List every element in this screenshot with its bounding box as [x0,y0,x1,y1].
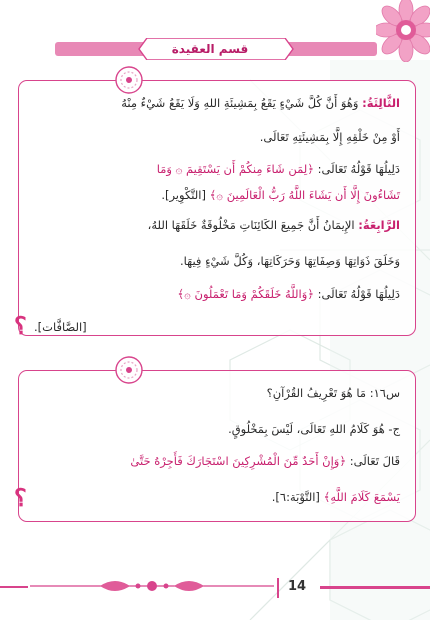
question-mark-icon: ؟ [14,311,27,340]
section-title: قسم العقيدة [171,42,249,56]
proof-3-lead: قَالَ تَعَالَى: [346,454,400,468]
proof-3-ref: [التَّوْبَة:٦]. [271,490,324,504]
answer-text: ج- هُوَ كَلَامُ اللهِ تَعَالَى، لَيْسَ بِمَخْلُوقٍ. [228,422,400,436]
proof-3-line-2 [30,488,400,506]
proof-1-verse-2: تَشَاءُونَ إِلَّا أَن يَشَاءَ اللَّهُ رَبُّ الْعَالَمِينَ ۞﴾ [209,188,400,202]
proof-1-line-2 [30,186,400,204]
proof-3-line-1 [30,452,400,470]
fourth-text-cont: وَخَلَقَ ذَوَاتِهَا وَصِفَاتِهَا وَحَرَكَاتِهَا، وَكُلَّ شَيْءٍ فِيهَا. [179,254,400,268]
flower-ornament-icon [376,0,430,62]
paragraph-third-cont [30,128,400,146]
fourth-label: الرَّابِعَةُ: [358,218,400,232]
proof-2-ref: [الصَّافَّات]. [34,320,87,334]
footer-ornament-icon [30,576,274,596]
fourth-text: الإِيمَانُ أَنَّ جَمِيعَ الكَائِنَاتِ مَخْلُوقَةٌ خَلَقَهَا اللهُ، [147,218,359,232]
paragraph-third [30,94,400,112]
answer-16 [30,420,400,438]
proof-2-ref-line [34,318,87,336]
proof-1-verse-1: ﴿لِمَن شَاءَ مِنكُمْ أَن يَسْتَقِيمَ ۞ وَمَا [156,162,314,176]
proof-1-lead: دَلِيلُهَا قَوْلُهُ تَعَالَى: [314,162,400,176]
footer-rule-left [0,586,28,588]
footer-rule-right [320,586,430,589]
paragraph-fourth-cont [30,252,400,270]
proof-2-line [30,285,400,303]
proof-1-line-1 [30,160,400,178]
medallion-icon [115,66,143,94]
proof-2-verse: ﴿وَاللَّهُ خَلَقَكُمْ وَمَا تَعْمَلُونَ ۞﴾ [177,287,314,301]
proof-3-verse-2: يَسْمَعَ كَلَامَ اللَّهِ﴾ [323,490,400,504]
proof-2-lead: دَلِيلُهَا قَوْلُهُ تَعَالَى: [314,287,400,301]
question-mark-icon: ؟ [14,483,27,512]
third-label: الثَّالِثَةُ: [362,96,400,110]
medallion-icon [115,356,143,384]
paragraph-fourth [30,216,400,234]
footer-separator [277,578,279,598]
third-text: وَهُوَ أَنَّ كُلَّ شَيْءٍ يَقَعُ بِمَشِيئَةِ اللهِ وَلَا يَقَعُ شَيْءٌ مِنْهُ [121,96,363,110]
proof-1-ref: [التَّكْوِير]. [161,188,210,202]
third-text-cont: أَوْ مِنْ خَلْقِهِ إِلَّا بِمَشِيئَتِهِ تَعَالَى. [259,130,400,144]
question-16 [30,384,400,402]
question-text: س١٦: مَا هُوَ تَعْرِيفُ القُرْآنِ؟ [266,386,400,400]
proof-3-verse-1: ﴿وَإِنْ أَحَدٌ مِّنَ الْمُشْرِكِينَ اسْتَجَارَكَ فَأَجِرْهُ حَتَّىٰ [130,454,347,468]
page-number: 14 [287,579,307,594]
